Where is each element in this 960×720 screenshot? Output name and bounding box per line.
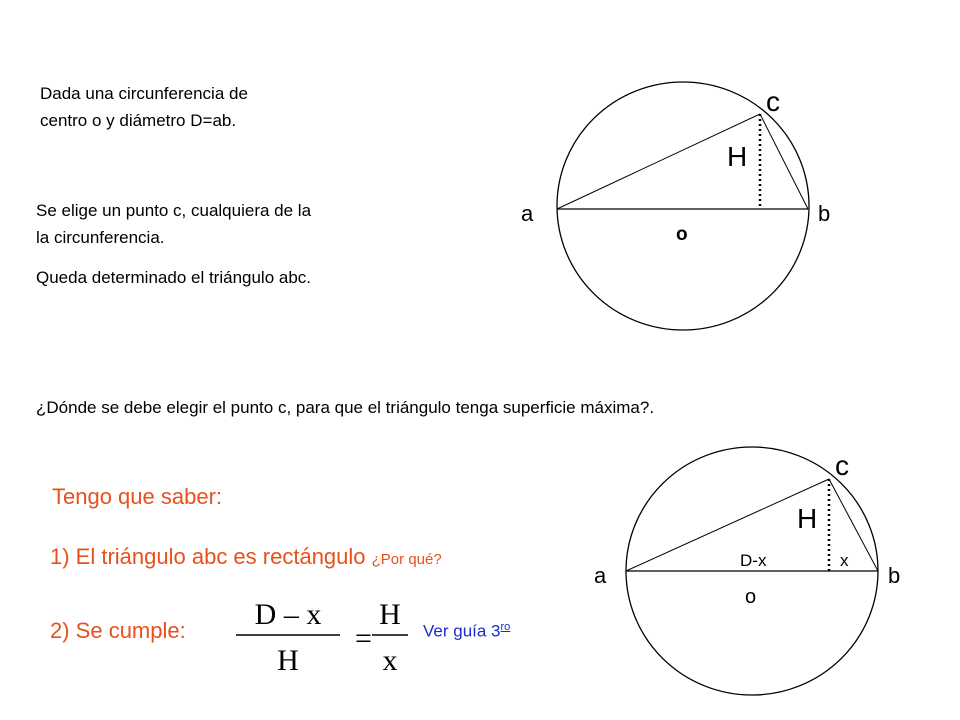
need-to-know-heading: Tengo que saber: [52,484,223,509]
label-c-1: c [766,86,780,117]
label-x: x [840,551,849,570]
question-text: ¿Dónde se debe elegir el punto c, para que el triángulo tenga superficie máxima?. [36,398,655,417]
label-h-2: H [797,503,818,534]
label-a-2: a [594,563,607,588]
formula-den-right: x [382,644,398,677]
label-o-2: o [745,586,757,608]
label-o-1: o [676,224,688,245]
diagram-1 [521,82,830,330]
side-cb-2 [829,479,878,571]
intro-line-1: Dada una circunferencia de [40,84,248,103]
guide-text[interactable]: Ver guía 3 [423,621,501,641]
formula-den-left: H [277,644,299,677]
label-b-1: b [818,201,831,226]
label-h-1: H [727,141,748,172]
label-b-2: b [888,563,901,588]
choose-line-2: la circunferencia. [36,228,165,247]
formula-equals: = [355,622,372,655]
guide-sup[interactable]: ro [500,621,511,633]
triangle-text: Queda determinado el triángulo abc. [36,268,312,287]
circle-1 [557,82,809,330]
choose-line-1: Se elige un punto c, cualquiera de la [36,201,312,220]
formula-num-right: H [379,598,401,631]
label-d-minus-x: D-x [740,551,767,570]
label-c-2: c [835,450,849,481]
item-1-text: 1) El triángulo abc es rectángulo [50,544,372,569]
formula-num-left: D – x [254,598,322,631]
intro-line-2: centro o y diámetro D=ab. [40,111,237,130]
label-a-1: a [521,201,534,226]
item-1-why: ¿Por qué? [371,551,442,568]
diagram-2 [594,447,900,695]
formula [236,598,408,677]
item-2: 2) Se cumple: [50,618,186,643]
